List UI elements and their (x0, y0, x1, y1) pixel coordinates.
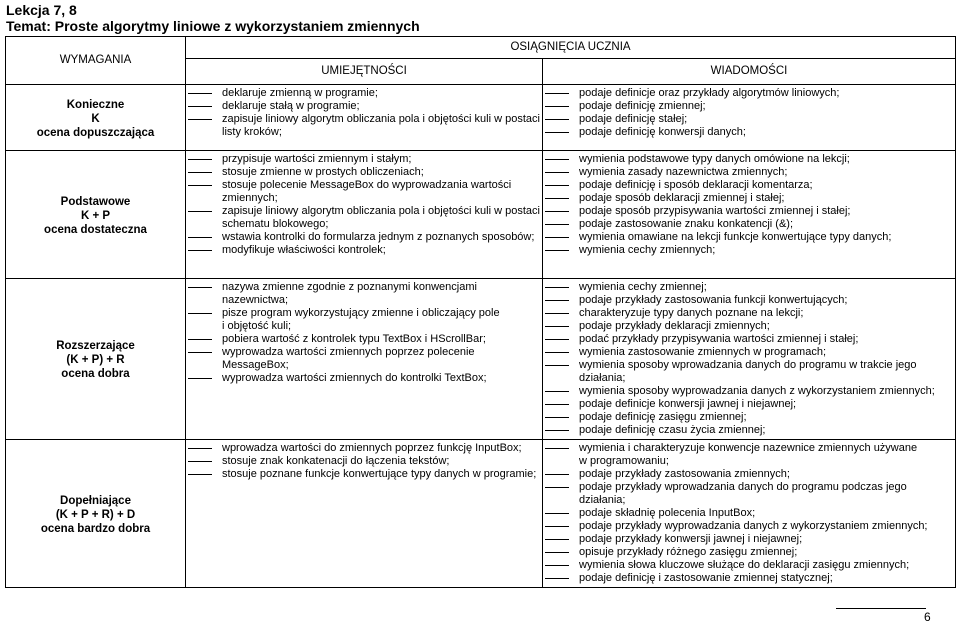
requirement-row (6, 440, 956, 588)
dash-bullet (545, 578, 569, 579)
list-item-text: wymienia sposoby wyprowadzania danych z wykorzystaniem zmiennych; (579, 385, 935, 397)
list-item (543, 455, 955, 468)
dash-bullet (545, 185, 569, 186)
knowledge-cell (543, 279, 956, 440)
dash-bullet (545, 198, 569, 199)
dash-bullet (545, 430, 569, 431)
list-item (186, 281, 542, 307)
skills-cell (186, 85, 543, 151)
list-item (543, 205, 955, 218)
dash-bullet (545, 565, 569, 566)
list-item-text: pisze program wykorzystujący zmienne i obliczający pole (222, 307, 500, 319)
list-item (543, 179, 955, 192)
list-item-text: deklaruje stałą w programie; (222, 100, 360, 112)
knowledge-cell (543, 440, 956, 588)
knowledge-list (543, 87, 955, 139)
dash-bullet (188, 119, 212, 120)
dash-bullet (545, 159, 569, 160)
dash-bullet (545, 404, 569, 405)
dash-bullet (545, 539, 569, 540)
requirement-level-text: Podstawowe (60, 195, 131, 208)
list-item-text: w programowaniu; (579, 455, 669, 467)
list-item-text: wymienia i charakteryzuje konwencje nazewnice zmiennych używane (579, 442, 918, 454)
list-item (186, 126, 542, 139)
footer-line (836, 608, 926, 609)
requirement-level-cell (6, 151, 186, 279)
list-item (543, 153, 955, 166)
list-item (543, 320, 955, 333)
list-item-text: podaje przykłady konwersji jawnej i niejawnej; (579, 533, 803, 545)
requirement-level-text: Dopełniające (60, 494, 131, 507)
list-item-text: wymienia omawiane na lekcji funkcje konwertujące typy danych; (579, 231, 892, 243)
list-item (186, 442, 542, 455)
list-item-text: podaje sposób przypisywania wartości zmiennej i stałej; (579, 205, 851, 217)
list-item (543, 385, 955, 398)
list-item-text: stosuje znak konkatenacji do łączenia tekstów; (222, 455, 450, 467)
dash-bullet (188, 339, 212, 340)
dash-bullet (188, 93, 212, 94)
dash-bullet (188, 448, 212, 449)
list-item (186, 153, 542, 166)
requirement-row (6, 279, 956, 440)
dash-bullet (188, 250, 212, 251)
dash-bullet (545, 119, 569, 120)
requirement-level-cell (6, 279, 186, 440)
list-item-text: wymienia cechy zmiennej; (579, 281, 707, 293)
list-item (543, 398, 955, 411)
list-item-text: deklaruje zmienną w programie; (222, 87, 378, 99)
dash-bullet (545, 487, 569, 488)
dash-bullet (188, 461, 212, 462)
list-item-text: podać przykłady przypisywania wartości zmiennej i stałej; (579, 333, 859, 345)
header-skills: UMIEJĘTNOŚCI (186, 59, 543, 85)
requirement-level-text: Rozszerzające (56, 340, 135, 352)
list-item-text: podaje definicję zasięgu zmiennej; (579, 411, 747, 423)
list-item (543, 126, 955, 139)
dash-bullet (545, 339, 569, 340)
dash-bullet (545, 93, 569, 94)
list-item-text: przypisuje wartości zmiennym i stałym; (222, 153, 412, 165)
dash-bullet (188, 185, 212, 186)
knowledge-list (543, 442, 955, 585)
list-item (186, 333, 542, 346)
header-requirements: WYMAGANIA (6, 37, 186, 85)
requirement-level-text: Konieczne (66, 98, 125, 111)
list-item (543, 424, 955, 437)
list-item-text: podaje definicję i sposób deklaracji komentarza; (579, 179, 813, 191)
skills-cell (186, 440, 543, 588)
knowledge-list (543, 153, 955, 257)
skills-list (186, 281, 542, 385)
list-item-text: wstawia kontrolki do formularza jednym z poznanych sposobów; (222, 231, 535, 243)
list-item-text: wymienia cechy zmiennych; (579, 244, 716, 256)
list-item-text: podaje składnię polecenia InputBox; (579, 507, 756, 519)
requirement-level-cell (6, 440, 186, 588)
header-knowledge: WIADOMOŚCI (543, 59, 956, 85)
list-item-text: wymienia zastosowanie zmiennych w programach; (579, 346, 826, 358)
list-item (543, 520, 955, 533)
topic-title: Temat: Proste algorytmy liniowe z wykorzystaniem zmiennych (6, 18, 420, 34)
list-item-text: wymienia sposoby wprowadzania danych do programu w trakcie jego działania; (579, 359, 917, 384)
dash-bullet (545, 250, 569, 251)
dash-bullet (545, 224, 569, 225)
dash-bullet (545, 391, 569, 392)
requirement-level-text: ocena dobra (61, 368, 130, 380)
list-item (543, 411, 955, 424)
list-item-text: podaje definicje konwersji jawnej i niejawnej; (579, 398, 797, 410)
skills-cell (186, 151, 543, 279)
list-item (543, 100, 955, 113)
list-item (186, 372, 542, 385)
list-item (186, 468, 542, 481)
list-item-text: stosuje poznane funkcje konwertujące typy danych w programie; (222, 468, 537, 480)
list-item-text: wymienia podstawowe typy danych omówione na lekcji; (579, 153, 850, 165)
list-item (186, 100, 542, 113)
dash-bullet (188, 287, 212, 288)
page-number: 6 (924, 610, 931, 624)
dash-bullet (188, 159, 212, 160)
list-item (543, 192, 955, 205)
list-item-text: pobiera wartość z kontrolek typu TextBox i HScrollBar; (222, 333, 486, 345)
list-item-text: wprowadza wartości do zmiennych poprzez funkcję InputBox; (222, 442, 522, 454)
list-item-text: wyprowadza wartości zmiennych do kontrolki TextBox; (222, 372, 487, 384)
skills-list (186, 153, 542, 257)
list-item-text: podaje definicje oraz przykłady algorytmów liniowych; (579, 87, 840, 99)
dash-bullet (188, 352, 212, 353)
lesson-title: Lekcja 7, 8 (6, 2, 77, 18)
dash-bullet (545, 326, 569, 327)
knowledge-cell (543, 85, 956, 151)
dash-bullet (545, 211, 569, 212)
dash-bullet (545, 237, 569, 238)
dash-bullet (545, 287, 569, 288)
list-item-text: stosuje polecenie MessageBox do wyprowadzania wartości (222, 179, 512, 191)
dash-bullet (545, 417, 569, 418)
list-item-text: stosuje zmienne w prostych obliczeniach; (222, 166, 424, 178)
list-item (186, 307, 542, 320)
list-item-text: podaje definicję konwersji danych; (579, 126, 746, 138)
list-item (543, 231, 955, 244)
requirement-level-text: (K + P + R) + D (55, 508, 136, 521)
list-item-text: podaje przykłady wprowadzania danych do programu podczas jego działania; (579, 481, 907, 506)
list-item-text: wyprowadza wartości zmiennych poprzez polecenie MessageBox; (222, 346, 475, 371)
dash-bullet (545, 526, 569, 527)
list-item (543, 218, 955, 231)
list-item (543, 572, 955, 585)
list-item-text: zmiennych; (222, 192, 278, 204)
knowledge-cell (543, 151, 956, 279)
dash-bullet (545, 313, 569, 314)
list-item-text: opisuje przykłady różnego zasięgu zmiennej; (579, 546, 798, 558)
list-item (543, 346, 955, 359)
knowledge-list (543, 281, 955, 437)
list-item-text: podaje przykłady zastosowania funkcji konwertujących; (579, 294, 848, 306)
list-item-text: zapisuje liniowy algorytm obliczania pola i objętości kuli w postaci (222, 205, 540, 217)
dash-bullet (545, 300, 569, 301)
list-item-text: podaje przykłady zastosowania zmiennych; (579, 468, 790, 480)
dash-bullet (545, 513, 569, 514)
list-item (543, 546, 955, 559)
list-item-text: i objętość kuli; (222, 320, 292, 332)
list-item (186, 205, 542, 218)
list-item-text: wymienia zasady nazewnictwa zmiennych; (579, 166, 788, 178)
list-item (186, 166, 542, 179)
list-item (543, 307, 955, 320)
list-item (186, 320, 542, 333)
skills-list (186, 87, 542, 139)
list-item-text: podaje przykłady deklaracji zmiennych; (579, 320, 770, 332)
dash-bullet (545, 132, 569, 133)
list-item-text: podaje definicję zmiennej; (579, 100, 706, 112)
dash-bullet (545, 352, 569, 353)
requirement-level-text: K (91, 112, 100, 125)
list-item (543, 507, 955, 520)
list-item (186, 192, 542, 205)
list-item (186, 455, 542, 468)
dash-bullet (545, 172, 569, 173)
list-item-text: podaje przykłady wyprowadzania danych z wykorzystaniem zmiennych; (579, 520, 928, 532)
list-item (543, 359, 955, 385)
list-item (543, 468, 955, 481)
header-achievements: OSIĄGNIĘCIA UCZNIA (186, 37, 956, 59)
list-item-text: podaje definicję i zastosowanie zmiennej statycznej; (579, 572, 833, 584)
list-item (543, 442, 955, 455)
list-item (543, 244, 955, 257)
list-item-text: podaje definicję czasu życia zmiennej; (579, 424, 766, 436)
list-item (186, 346, 542, 372)
list-item (186, 244, 542, 257)
requirement-row (6, 85, 956, 151)
list-item-text: podaje zastosowanie znaku konkatencji (&); (579, 218, 794, 230)
dash-bullet (188, 211, 212, 212)
requirement-level-text: ocena bardzo dobra (40, 522, 151, 535)
list-item-text: podaje definicję stałej; (579, 113, 688, 125)
list-item (186, 218, 542, 231)
dash-bullet (545, 106, 569, 107)
dash-bullet (545, 552, 569, 553)
requirement-row (6, 151, 956, 279)
requirement-level-text: K + P (80, 209, 111, 222)
dash-bullet (188, 378, 212, 379)
dash-bullet (188, 106, 212, 107)
dash-bullet (545, 474, 569, 475)
list-item (186, 87, 542, 100)
list-item (543, 559, 955, 572)
list-item-text: schematu blokowego; (222, 218, 329, 230)
list-item (543, 281, 955, 294)
list-item (543, 113, 955, 126)
dash-bullet (188, 313, 212, 314)
list-item-text: zapisuje liniowy algorytm obliczania pola i objętości kuli w postaci (222, 113, 540, 125)
requirements-table (5, 36, 956, 588)
list-item-text: wymienia słowa kluczowe służące do deklaracji zasięgu zmiennych; (579, 559, 910, 571)
list-item-text: nazywa zmienne zgodnie z poznanymi konwencjami nazewnictwa; (222, 281, 477, 306)
list-item (543, 87, 955, 100)
list-item-text: charakteryzuje typy danych poznane na lekcji; (579, 307, 804, 319)
list-item-text: podaje sposób deklaracji zmiennej i stałej; (579, 192, 785, 204)
requirement-level-text: ocena dopuszczająca (36, 126, 155, 139)
list-item (186, 179, 542, 192)
list-item (186, 113, 542, 126)
list-item-text: modyfikuje właściwości kontrolek; (222, 244, 386, 256)
list-item (543, 533, 955, 546)
dash-bullet (545, 365, 569, 366)
requirement-level-cell (6, 85, 186, 151)
dash-bullet (188, 172, 212, 173)
dash-bullet (188, 474, 212, 475)
skills-list (186, 442, 542, 481)
list-item (543, 166, 955, 179)
list-item (543, 333, 955, 346)
skills-cell (186, 279, 543, 440)
dash-bullet (188, 237, 212, 238)
list-item (186, 231, 542, 244)
list-item (543, 481, 955, 507)
dash-bullet (545, 448, 569, 449)
requirement-level-text: ocena dostateczna (44, 223, 147, 236)
list-item-text: listy kroków; (222, 126, 282, 138)
requirement-level-text: (K + P) + R (66, 354, 125, 366)
list-item (543, 294, 955, 307)
